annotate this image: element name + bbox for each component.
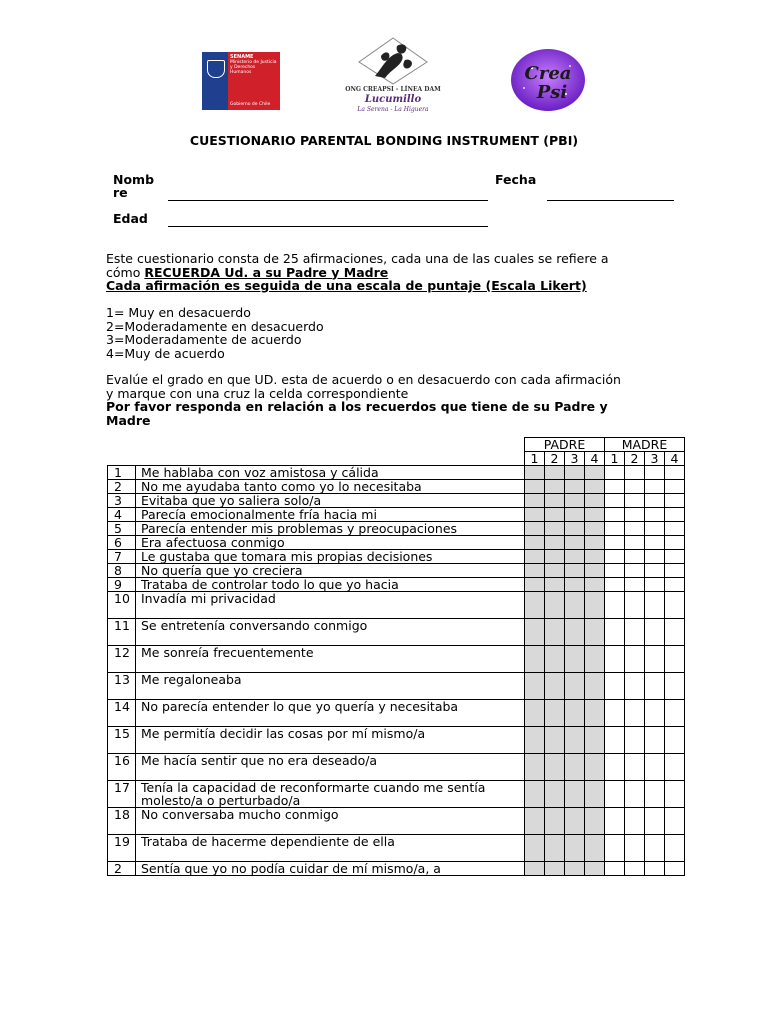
scale-item-4: 4=Muy de acuerdo [106,345,225,361]
madre-answer-cell-4[interactable] [665,578,685,592]
madre-answer-cell-2[interactable] [625,835,645,862]
row-statement: Era afectuosa conmigo [136,536,525,550]
madre-answer-cell-3[interactable] [645,727,665,754]
madre-answer-cell-4[interactable] [665,522,685,536]
row-statement: Sentía que yo no podía cuidar de mí mismo/a, a [136,862,525,876]
nombre-label [113,173,154,199]
table-row [108,480,685,494]
madre-answer-cell-2[interactable] [625,578,645,592]
nombre-label-line1: Nomb [113,172,155,187]
padre-col-1: 1 [525,452,545,466]
madre-answer-cell-1[interactable] [605,808,625,835]
padre-answer-cell-2[interactable] [545,700,565,727]
madre-answer-cell-4[interactable] [665,480,685,494]
padre-answer-cell-1[interactable] [525,754,545,781]
madre-answer-cell-3[interactable] [645,835,665,862]
padre-answer-cell-3[interactable] [565,550,585,564]
madre-answer-cell-2[interactable] [625,480,645,494]
madre-answer-cell-4[interactable] [665,862,685,876]
row-statement: Me hacía sentir que no era deseado/a [136,754,525,781]
madre-answer-cell-3[interactable] [645,646,665,673]
madre-answer-cell-1[interactable] [605,862,625,876]
row-number: 11 [108,619,136,646]
instructions-bold2: Madre [106,412,151,428]
fecha-field[interactable] [547,200,674,201]
padre-answer-cell-3[interactable] [565,508,585,522]
row-statement: Parecía emocionalmente fría hacia mi [136,508,525,522]
padre-answer-cell-4[interactable] [585,808,605,835]
edad-field[interactable] [168,226,488,227]
table-row [108,466,685,480]
fecha-label: Fecha [495,172,537,187]
madre-answer-cell-4[interactable] [665,564,685,578]
madre-answer-cell-1[interactable] [605,522,625,536]
padre-answer-cell-4[interactable] [585,466,605,480]
padre-answer-cell-1[interactable] [525,646,545,673]
scale-item-3: 3=Moderadamente de acuerdo [106,332,302,347]
madre-answer-cell-1[interactable] [605,700,625,727]
edad-label: Edad [113,211,148,226]
parent-header-table [524,437,685,466]
row-number: 9 [108,578,136,592]
madre-answer-cell-4[interactable] [665,835,685,862]
madre-answer-cell-1[interactable] [605,536,625,550]
table-row [108,727,685,754]
padre-answer-cell-1[interactable] [525,480,545,494]
row-statement: Parecía entender mis problemas y preocupaciones [136,522,525,536]
padre-answer-cell-4[interactable] [585,494,605,508]
table-row [108,578,685,592]
row-number: 5 [108,522,136,536]
madre-answer-cell-2[interactable] [625,550,645,564]
padre-answer-cell-1[interactable] [525,536,545,550]
table-row [108,862,685,876]
padre-answer-cell-1[interactable] [525,494,545,508]
table-row [108,619,685,646]
madre-answer-cell-3[interactable] [645,508,665,522]
madre-answer-cell-1[interactable] [605,646,625,673]
padre-answer-cell-4[interactable] [585,578,605,592]
padre-header: PADRE [525,438,605,452]
table-row [108,646,685,673]
row-statement: Tenía la capacidad de reconformarte cuando me sentía molesto/a o perturbado/a [136,781,525,808]
padre-answer-cell-1[interactable] [525,508,545,522]
madre-answer-cell-4[interactable] [665,619,685,646]
padre-col-4: 4 [585,452,605,466]
madre-answer-cell-3[interactable] [645,673,665,700]
madre-answer-cell-3[interactable] [645,536,665,550]
madre-answer-cell-1[interactable] [605,835,625,862]
sename-red-panel [228,52,280,110]
madre-answer-cell-4[interactable] [665,466,685,480]
table-row [108,564,685,578]
padre-answer-cell-4[interactable] [585,646,605,673]
row-statement: No quería que yo creciera [136,564,525,578]
madre-answer-cell-4[interactable] [665,646,685,673]
instructions [106,373,706,427]
madre-answer-cell-3[interactable] [645,700,665,727]
padre-answer-cell-3[interactable] [565,578,585,592]
madre-answer-cell-4[interactable] [665,673,685,700]
padre-answer-cell-2[interactable] [545,781,565,808]
madre-answer-cell-2[interactable] [625,522,645,536]
row-statement: Me sonreía frecuentemente [136,646,525,673]
row-number: 13 [108,673,136,700]
table-row [108,522,685,536]
madre-answer-cell-4[interactable] [665,536,685,550]
padre-answer-cell-2[interactable] [545,862,565,876]
madre-answer-cell-4[interactable] [665,754,685,781]
padre-answer-cell-1[interactable] [525,619,545,646]
questionnaire-table [107,465,685,876]
madre-answer-cell-1[interactable] [605,754,625,781]
padre-answer-cell-1[interactable] [525,550,545,564]
madre-answer-cell-3[interactable] [645,781,665,808]
padre-answer-cell-1[interactable] [525,592,545,619]
padre-answer-cell-3[interactable] [565,480,585,494]
padre-answer-cell-3[interactable] [565,727,585,754]
madre-answer-cell-3[interactable] [645,466,665,480]
padre-answer-cell-4[interactable] [585,592,605,619]
chile-shield-icon [207,60,225,78]
madre-col-4: 4 [665,452,685,466]
table-row [108,550,685,564]
padre-answer-cell-3[interactable] [565,808,585,835]
madre-answer-cell-1[interactable] [605,673,625,700]
padre-answer-cell-3[interactable] [565,564,585,578]
padre-answer-cell-1[interactable] [525,522,545,536]
madre-col-3: 3 [645,452,665,466]
madre-answer-cell-3[interactable] [645,480,665,494]
row-statement: No me ayudaba tanto como yo lo necesitaba [136,480,525,494]
sename-logo [202,52,280,110]
madre-answer-cell-3[interactable] [645,550,665,564]
madre-answer-cell-2[interactable] [625,508,645,522]
padre-answer-cell-2[interactable] [545,592,565,619]
row-statement: Me permitía decidir las cosas por mí mismo/a [136,727,525,754]
intro-line2-bold: RECUERDA Ud. a su Padre y Madre [144,264,389,280]
padre-answer-cell-2[interactable] [545,808,565,835]
padre-answer-cell-2[interactable] [545,494,565,508]
padre-answer-cell-3[interactable] [565,592,585,619]
scale-item-2: 2=Moderadamente en desacuerdo [106,318,324,334]
padre-answer-cell-4[interactable] [585,781,605,808]
madre-answer-cell-3[interactable] [645,592,665,619]
madre-answer-cell-4[interactable] [665,700,685,727]
madre-answer-cell-2[interactable] [625,564,645,578]
padre-answer-cell-1[interactable] [525,700,545,727]
madre-answer-cell-2[interactable] [625,466,645,480]
page-title: CUESTIONARIO PARENTAL BONDING INSTRUMENT (PBI) [189,133,579,148]
padre-answer-cell-4[interactable] [585,564,605,578]
padre-answer-cell-1[interactable] [525,564,545,578]
row-number: 15 [108,727,136,754]
padre-answer-cell-3[interactable] [565,522,585,536]
padre-answer-cell-3[interactable] [565,646,585,673]
madre-answer-cell-4[interactable] [665,550,685,564]
padre-answer-cell-1[interactable] [525,466,545,480]
padre-answer-cell-2[interactable] [545,673,565,700]
padre-answer-cell-2[interactable] [545,646,565,673]
row-number: 14 [108,700,136,727]
padre-answer-cell-1[interactable] [525,781,545,808]
intro-line3: Cada afirmación es seguida de una escala de puntaje (Escala Likert) [106,278,587,293]
intro-paragraph [106,252,706,293]
madre-answer-cell-3[interactable] [645,619,665,646]
row-statement: Trataba de controlar todo lo que yo hacia [136,578,525,592]
row-number: 2 [108,862,136,876]
madre-answer-cell-4[interactable] [665,592,685,619]
row-statement: Evitaba que yo saliera solo/a [136,494,525,508]
madre-answer-cell-3[interactable] [645,578,665,592]
madre-answer-cell-3[interactable] [645,494,665,508]
instructions-line1: Evalúe el grado en que UD. esta de acuerdo o en desacuerdo con cada afirmación [106,372,621,387]
madre-answer-cell-2[interactable] [625,700,645,727]
row-statement: Le gustaba que tomara mis propias decisiones [136,550,525,564]
madre-answer-cell-1[interactable] [605,550,625,564]
madre-answer-cell-2[interactable] [625,619,645,646]
padre-answer-cell-4[interactable] [585,536,605,550]
table-row [108,673,685,700]
madre-answer-cell-4[interactable] [665,494,685,508]
row-number: 6 [108,536,136,550]
padre-answer-cell-4[interactable] [585,700,605,727]
padre-answer-cell-4[interactable] [585,754,605,781]
padre-answer-cell-1[interactable] [525,673,545,700]
madre-answer-cell-1[interactable] [605,564,625,578]
row-number: 19 [108,835,136,862]
padre-answer-cell-4[interactable] [585,522,605,536]
table-row [108,494,685,508]
padre-answer-cell-1[interactable] [525,808,545,835]
madre-answer-cell-4[interactable] [665,808,685,835]
padre-answer-cell-4[interactable] [585,480,605,494]
madre-answer-cell-3[interactable] [645,522,665,536]
madre-answer-cell-1[interactable] [605,578,625,592]
ong-line2: Lucumillo [364,94,422,105]
sename-blue-panel [202,52,228,110]
row-statement: Se entretenía conversando conmigo [136,619,525,646]
madre-answer-cell-1[interactable] [605,466,625,480]
padre-answer-cell-2[interactable] [545,835,565,862]
sename-name: SENAME [230,54,254,60]
padre-answer-cell-4[interactable] [585,862,605,876]
padre-col-3: 3 [565,452,585,466]
madre-answer-cell-2[interactable] [625,808,645,835]
madre-answer-cell-2[interactable] [625,781,645,808]
madre-col-2: 2 [625,452,645,466]
padre-answer-cell-1[interactable] [525,835,545,862]
madre-answer-cell-1[interactable] [605,619,625,646]
row-number: 12 [108,646,136,673]
padre-answer-cell-3[interactable] [565,494,585,508]
madre-answer-cell-3[interactable] [645,808,665,835]
padre-answer-cell-2[interactable] [545,536,565,550]
madre-answer-cell-1[interactable] [605,592,625,619]
row-number: 8 [108,564,136,578]
padre-answer-cell-2[interactable] [545,550,565,564]
row-number: 17 [108,781,136,808]
row-number: 16 [108,754,136,781]
padre-answer-cell-3[interactable] [565,673,585,700]
madre-answer-cell-3[interactable] [645,564,665,578]
madre-answer-cell-3[interactable] [645,862,665,876]
creapsi-text-1: Crea [524,63,572,84]
row-statement: Invadía mi privacidad [136,592,525,619]
table-row [108,835,685,862]
madre-answer-cell-1[interactable] [605,494,625,508]
ong-line1: ONG CREAPSI - LÍNEA DAM [345,86,441,93]
padre-answer-cell-4[interactable] [585,619,605,646]
padre-answer-cell-2[interactable] [545,727,565,754]
sename-ministry: Ministerio de Justicia y Derechos Humanos [230,60,277,75]
scale-item-1: 1= Muy en desacuerdo [106,305,251,320]
nombre-field[interactable] [168,200,488,201]
padre-col-2: 2 [545,452,565,466]
creapsi-circle-icon [510,48,586,112]
row-number: 10 [108,592,136,619]
madre-answer-cell-2[interactable] [625,494,645,508]
madre-answer-cell-1[interactable] [605,480,625,494]
padre-answer-cell-3[interactable] [565,781,585,808]
madre-answer-cell-4[interactable] [665,727,685,754]
padre-answer-cell-2[interactable] [545,466,565,480]
row-number: 7 [108,550,136,564]
padre-answer-cell-3[interactable] [565,754,585,781]
row-statement: No conversaba mucho conmigo [136,808,525,835]
madre-header: MADRE [605,438,685,452]
madre-answer-cell-3[interactable] [645,754,665,781]
row-number: 3 [108,494,136,508]
padre-answer-cell-4[interactable] [585,508,605,522]
padre-answer-cell-3[interactable] [565,835,585,862]
row-number: 18 [108,808,136,835]
padre-answer-cell-4[interactable] [585,550,605,564]
intro-line1: Este cuestionario consta de 25 afirmaciones, cada una de las cuales se refiere a [106,251,609,266]
madre-answer-cell-1[interactable] [605,727,625,754]
creapsi-text-2: Psi [536,82,568,103]
padre-answer-cell-2[interactable] [545,578,565,592]
madre-answer-cell-2[interactable] [625,862,645,876]
madre-answer-cell-1[interactable] [605,508,625,522]
padre-answer-cell-2[interactable] [545,619,565,646]
ong-line3: La Serena - La Higuera [357,106,429,113]
row-number: 2 [108,480,136,494]
padre-answer-cell-4[interactable] [585,835,605,862]
likert-scale-list [106,306,506,360]
madre-answer-cell-4[interactable] [665,781,685,808]
sename-gov: Gobierno de Chile [230,102,271,107]
madre-answer-cell-2[interactable] [625,754,645,781]
instructions-bold1: Por favor responda en relación a los recuerdos que tiene de su Padre y [106,399,608,414]
padre-answer-cell-2[interactable] [545,522,565,536]
padre-answer-cell-1[interactable] [525,578,545,592]
row-number: 1 [108,466,136,480]
table-row [108,592,685,619]
padre-answer-cell-4[interactable] [585,673,605,700]
row-statement: No parecía entender lo que yo quería y necesitaba [136,700,525,727]
padre-answer-cell-2[interactable] [545,564,565,578]
madre-col-1: 1 [605,452,625,466]
madre-answer-cell-2[interactable] [625,592,645,619]
padre-answer-cell-2[interactable] [545,754,565,781]
table-row [108,700,685,727]
madre-answer-cell-4[interactable] [665,508,685,522]
intro-line2 [106,266,706,280]
row-number: 4 [108,508,136,522]
padre-answer-cell-2[interactable] [545,508,565,522]
padre-answer-cell-3[interactable] [565,466,585,480]
hand-flower-icon [335,36,451,86]
row-statement: Me hablaba con voz amistosa y cálida [136,466,525,480]
padre-answer-cell-3[interactable] [565,700,585,727]
table-row [108,508,685,522]
table-row [108,536,685,550]
padre-answer-cell-3[interactable] [565,619,585,646]
padre-answer-cell-2[interactable] [545,480,565,494]
madre-answer-cell-2[interactable] [625,727,645,754]
nombre-label-line2: re [113,185,128,200]
instructions-line2: y marque con una cruz la celda correspondiente [106,385,409,401]
table-row [108,781,685,808]
ong-creapsi-logo [335,36,451,114]
row-statement: Trataba de hacerme dependiente de ella [136,835,525,862]
row-statement: Me regaloneaba [136,673,525,700]
padre-answer-cell-1[interactable] [525,727,545,754]
padre-answer-cell-3[interactable] [565,536,585,550]
padre-answer-cell-3[interactable] [565,862,585,876]
table-row [108,754,685,781]
padre-answer-cell-1[interactable] [525,862,545,876]
creapsi-logo [510,48,586,112]
madre-answer-cell-1[interactable] [605,781,625,808]
madre-answer-cell-2[interactable] [625,673,645,700]
madre-answer-cell-2[interactable] [625,646,645,673]
padre-answer-cell-4[interactable] [585,727,605,754]
madre-answer-cell-2[interactable] [625,536,645,550]
intro-line2-prefix: cómo [106,264,145,280]
table-row [108,808,685,835]
